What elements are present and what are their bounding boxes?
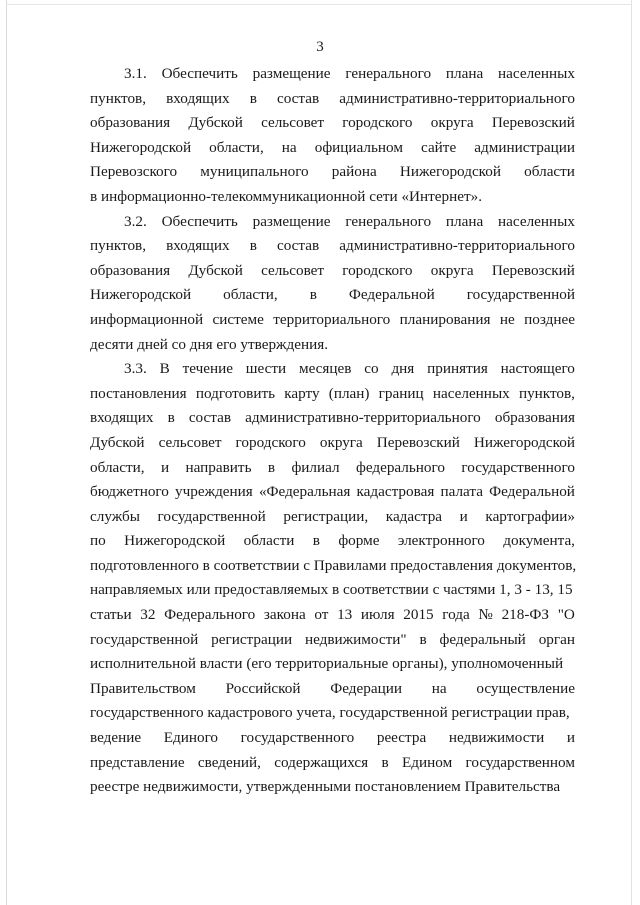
word: Российской [225, 679, 301, 697]
word: статьи [90, 606, 132, 624]
word: генерального [345, 212, 432, 230]
word: течение [182, 360, 233, 378]
word: области, [209, 138, 264, 156]
word: в [309, 286, 317, 304]
line-text: десяти дней со дня его утверждения. [90, 335, 329, 353]
text-line [90, 210, 575, 235]
text-line [90, 480, 575, 505]
word: шести [245, 360, 287, 378]
line-text: государственного кадастрового учета, государственной регистрации прав, [90, 704, 570, 722]
word: Перевозский [491, 114, 575, 132]
word: пунктов, [90, 89, 147, 107]
word: сельсовет [261, 114, 325, 132]
word: документа, [503, 532, 575, 550]
word: кадастровая [356, 483, 435, 501]
word: палата [440, 483, 483, 501]
word: картографии» [485, 507, 575, 525]
word: дня [391, 360, 415, 378]
word: Нижегородской [90, 138, 192, 156]
word: федерального [355, 458, 445, 476]
word: городского [342, 114, 413, 132]
word: состав [188, 409, 232, 427]
word: области [243, 532, 295, 550]
text-line [90, 283, 575, 308]
word: городского [342, 261, 413, 279]
document-body [90, 62, 575, 800]
scan-edge-top [6, 4, 632, 5]
scan-edge-right [631, 0, 632, 905]
text-line [90, 406, 575, 431]
word: «Федеральная [258, 483, 351, 501]
word: сведений, [197, 753, 261, 771]
word: (план) [328, 384, 370, 402]
word: государственного [461, 458, 575, 476]
text-line [90, 431, 575, 456]
text-line [90, 775, 575, 800]
word: Обеспечить [161, 212, 238, 230]
word: сельсовет [261, 261, 325, 279]
text-line [90, 701, 575, 726]
word: Федеральной [348, 286, 435, 304]
line-text: исполнительной власти (его территориальные органы), уполномоченный [90, 655, 564, 673]
word: размещение [252, 65, 331, 82]
word: 3.1. [124, 65, 147, 82]
word: населенных [498, 65, 575, 82]
word: года [442, 606, 470, 624]
word: Федерального [164, 606, 256, 624]
word: Нижегородской [90, 286, 192, 304]
word: пунктов, [90, 237, 147, 255]
word: входящих [166, 237, 230, 255]
word: Перевозский [491, 261, 575, 279]
word: района [331, 163, 377, 181]
word: службы [90, 507, 140, 525]
word: Правительством [90, 679, 196, 697]
word: государственном [465, 753, 575, 771]
word: месяцев [298, 360, 352, 378]
word: принятия [427, 360, 488, 378]
word: административно-территориального [339, 89, 575, 107]
paragraph-3-1 [90, 62, 575, 210]
word: подготовить [195, 384, 276, 402]
word: состав [276, 237, 320, 255]
word: не [499, 310, 515, 328]
text-line [90, 529, 575, 554]
word: 3.3. [124, 360, 147, 378]
scan-edge-left [6, 0, 7, 905]
word: недвижимости [448, 729, 545, 747]
word: муниципального [200, 163, 309, 181]
word: 2015 [403, 606, 434, 624]
text-line [90, 578, 575, 603]
word: представление [90, 753, 185, 771]
word: образования [90, 114, 171, 132]
word: орган [538, 630, 575, 648]
text-line [90, 259, 575, 284]
text-line [90, 652, 575, 677]
word: июля [360, 606, 395, 624]
word: государственной [157, 507, 266, 525]
text-line [90, 160, 575, 185]
word: в [249, 89, 257, 107]
word: Дубской [188, 261, 243, 279]
word: реестра [376, 729, 427, 747]
word: в [249, 237, 257, 255]
word: Единого [163, 729, 219, 747]
word: "О [557, 606, 575, 624]
word: в [167, 409, 175, 427]
word: административно-территориального [245, 409, 481, 427]
word: округа [430, 114, 474, 132]
word: со [364, 360, 379, 378]
word: учреждения [175, 483, 253, 501]
word: осуществление [476, 679, 575, 697]
text-line [90, 456, 575, 481]
text-line [90, 505, 575, 530]
word: бюджетного [90, 483, 169, 501]
word: федеральный [439, 630, 526, 648]
word: в [312, 532, 320, 550]
word: системе [212, 310, 264, 328]
text-line [90, 357, 575, 382]
word: позднее [524, 310, 575, 328]
word: государственной [90, 630, 199, 648]
word: направить [185, 458, 252, 476]
word: границ [378, 384, 424, 402]
word: 32 [140, 606, 156, 624]
word: в [419, 630, 427, 648]
word: Федерации [330, 679, 402, 697]
word: В [159, 360, 170, 378]
word: округа [319, 433, 363, 451]
word: области [524, 163, 575, 181]
word: и [160, 458, 170, 476]
word: сайте [421, 138, 457, 156]
word: входящих [90, 409, 154, 427]
text-line [90, 62, 575, 87]
text-line [90, 87, 575, 112]
word: № [478, 606, 493, 624]
word: официальном [314, 138, 403, 156]
word: Обеспечить [161, 65, 238, 82]
word: размещение [252, 212, 331, 230]
text-line [90, 111, 575, 136]
line-text: подготовленного в соответствии с Правилами предоставления документов, [90, 556, 577, 574]
text-line [90, 234, 575, 259]
word: генерального [345, 65, 432, 82]
word: постановления [90, 384, 187, 402]
paragraph-3-3 [90, 357, 575, 800]
word: ведение [90, 729, 142, 747]
line-text: в информационно-телекоммуникационной сети «Интернет». [90, 187, 483, 205]
word: Дубской [188, 114, 243, 132]
word: и [566, 729, 575, 747]
word: на [281, 138, 297, 156]
word: Перевозского [90, 163, 178, 181]
word: 3.2. [124, 212, 147, 230]
text-line [90, 677, 575, 702]
text-line [90, 554, 575, 579]
word: населенных [498, 212, 575, 230]
word: 13 [337, 606, 353, 624]
word: пунктов, [518, 384, 575, 402]
word: городского [235, 433, 306, 451]
word: по [90, 532, 106, 550]
word: Нижегородской [399, 163, 502, 181]
word: территориального [273, 310, 391, 328]
word: регистрации, [283, 507, 369, 525]
word: закона [263, 606, 306, 624]
word: от [314, 606, 329, 624]
word: форме [338, 532, 380, 550]
text-line [90, 726, 575, 751]
word: Федеральной [489, 483, 575, 501]
word: в [381, 753, 389, 771]
word: Едином [402, 753, 453, 771]
text-line [90, 136, 575, 161]
text-line [90, 603, 575, 628]
text-line [90, 308, 575, 333]
word: государственной [466, 286, 575, 304]
word: на [431, 679, 447, 697]
word: административно-территориального [339, 237, 575, 255]
text-line [90, 751, 575, 776]
word: настоящего [500, 360, 575, 378]
word: недвижимости" [304, 630, 407, 648]
word: администрации [474, 138, 575, 156]
word: 218-ФЗ [501, 606, 550, 624]
word: карту [284, 384, 320, 402]
word: электронного [397, 532, 485, 550]
line-text: направляемых или предоставляемых в соответствии с частями 1, 3 - 13, 15 [90, 581, 573, 599]
word: информационной [90, 310, 204, 328]
text-line [90, 382, 575, 407]
word: населенных [432, 384, 510, 402]
word: образования [90, 261, 171, 279]
word: Дубской [90, 433, 145, 451]
word: округа [430, 261, 474, 279]
paragraph-3-2 [90, 210, 575, 358]
word: и [459, 507, 468, 525]
page-number: 3 [316, 39, 324, 55]
word: области, [90, 458, 145, 476]
word: сельсовет [158, 433, 222, 451]
word: государственного [240, 729, 355, 747]
text-line [90, 333, 575, 358]
word: плана [445, 212, 484, 230]
text-line [90, 185, 575, 210]
word: содержащихся [274, 753, 369, 771]
text-line [90, 628, 575, 653]
word: области, [223, 286, 278, 304]
word: образования [494, 409, 575, 427]
word: в [267, 458, 276, 476]
word: планирования [399, 310, 491, 328]
word: Перевозский [376, 433, 460, 451]
word: регистрации [211, 630, 293, 648]
word: входящих [166, 89, 230, 107]
word: кадастра [385, 507, 443, 525]
word: Нижегородской [473, 433, 575, 451]
word: Нижегородской [124, 532, 226, 550]
word: состав [276, 89, 320, 107]
word: филиал [291, 458, 340, 476]
word: плана [445, 65, 484, 82]
line-text: реестре недвижимости, утвержденными постановлением Правительства [90, 778, 561, 796]
